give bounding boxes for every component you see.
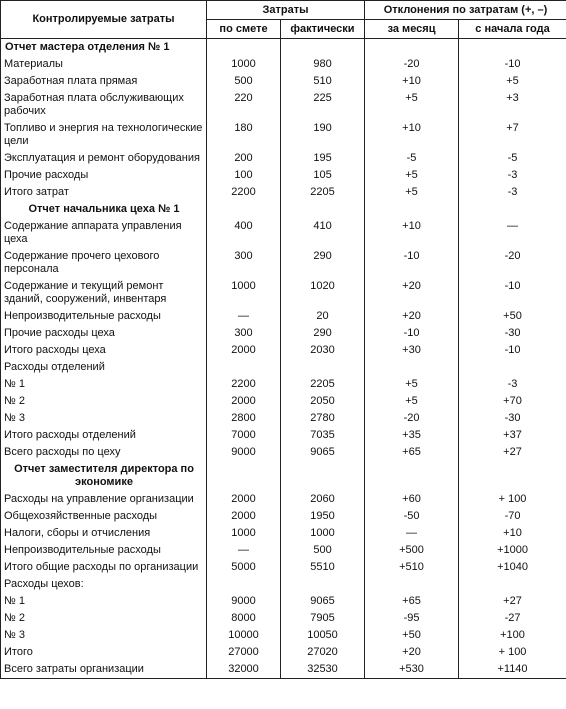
estimate-value: 300 <box>207 325 281 342</box>
month-deviation: +5 <box>365 90 459 120</box>
section-row <box>1 201 566 218</box>
actual-value: 27020 <box>281 644 365 661</box>
year-deviation: -5 <box>459 150 566 167</box>
year-deviation: +100 <box>459 627 566 644</box>
actual-value: 2050 <box>281 393 365 410</box>
month-deviation: +65 <box>365 593 459 610</box>
month-deviation: -10 <box>365 248 459 278</box>
estimate-value: 400 <box>207 218 281 248</box>
actual-value: 225 <box>281 90 365 120</box>
month-deviation: +510 <box>365 559 459 576</box>
actual-value <box>281 576 365 593</box>
estimate-value: 10000 <box>207 627 281 644</box>
estimate-value: 1000 <box>207 56 281 73</box>
actual-value: 500 <box>281 542 365 559</box>
year-deviation: -27 <box>459 610 566 627</box>
empty-cell <box>207 201 281 218</box>
header-deviations: Отклонения по затратам (+, –) <box>365 1 566 20</box>
header-by-estimate: по смете <box>207 20 281 39</box>
empty-cell <box>365 39 459 57</box>
row-label: Топливо и энергия на технологические цели <box>1 120 207 150</box>
estimate-value: 180 <box>207 120 281 150</box>
actual-value <box>281 359 365 376</box>
table-row <box>1 359 566 376</box>
year-deviation <box>459 359 566 376</box>
estimate-value <box>207 576 281 593</box>
row-label: № 3 <box>1 627 207 644</box>
month-deviation: — <box>365 525 459 542</box>
estimate-value: 2000 <box>207 491 281 508</box>
empty-cell <box>459 39 566 57</box>
month-deviation: +60 <box>365 491 459 508</box>
year-deviation: -3 <box>459 184 566 201</box>
table-row <box>1 444 566 461</box>
empty-cell <box>207 39 281 57</box>
actual-value: 1950 <box>281 508 365 525</box>
year-deviation: -30 <box>459 325 566 342</box>
table-row <box>1 376 566 393</box>
month-deviation <box>365 576 459 593</box>
actual-value: 1000 <box>281 525 365 542</box>
table-row <box>1 248 566 278</box>
estimate-value: 2000 <box>207 508 281 525</box>
header-per-month: за месяц <box>365 20 459 39</box>
actual-value: 5510 <box>281 559 365 576</box>
year-deviation: + 100 <box>459 491 566 508</box>
estimate-value: 200 <box>207 150 281 167</box>
table-row <box>1 491 566 508</box>
row-label: Общехозяйственные расходы <box>1 508 207 525</box>
year-deviation: +27 <box>459 444 566 461</box>
section-row <box>1 461 566 491</box>
actual-value: 290 <box>281 248 365 278</box>
table-row <box>1 427 566 444</box>
table-row <box>1 167 566 184</box>
table-body <box>1 39 566 679</box>
month-deviation: -95 <box>365 610 459 627</box>
estimate-value: 500 <box>207 73 281 90</box>
month-deviation: +10 <box>365 120 459 150</box>
row-label: Непроизводительные расходы <box>1 542 207 559</box>
table-row <box>1 308 566 325</box>
table-row <box>1 325 566 342</box>
row-label: Всего затраты организации <box>1 661 207 679</box>
table-row <box>1 610 566 627</box>
year-deviation <box>459 576 566 593</box>
year-deviation: -70 <box>459 508 566 525</box>
month-deviation: -20 <box>365 410 459 427</box>
row-label: Итого <box>1 644 207 661</box>
actual-value: 290 <box>281 325 365 342</box>
year-deviation: -10 <box>459 342 566 359</box>
year-deviation: +3 <box>459 90 566 120</box>
table-row <box>1 525 566 542</box>
year-deviation: +1140 <box>459 661 566 679</box>
row-label: Содержание и текущий ремонт зданий, сооружений, инвентаря <box>1 278 207 308</box>
row-label: Расходы цехов: <box>1 576 207 593</box>
year-deviation: +7 <box>459 120 566 150</box>
row-label: Итого общие расходы по организации <box>1 559 207 576</box>
actual-value: 410 <box>281 218 365 248</box>
table-header <box>1 1 566 39</box>
month-deviation: -20 <box>365 56 459 73</box>
estimate-value: — <box>207 542 281 559</box>
row-label: № 2 <box>1 393 207 410</box>
estimate-value: 2000 <box>207 342 281 359</box>
row-label: Расходы на управление организации <box>1 491 207 508</box>
section-title: Отчет мастера отделения № 1 <box>1 39 207 57</box>
header-actual: фактически <box>281 20 365 39</box>
row-label: Итого расходы цеха <box>1 342 207 359</box>
row-label: Содержание аппарата управления цеха <box>1 218 207 248</box>
empty-cell <box>281 39 365 57</box>
month-deviation: +5 <box>365 184 459 201</box>
table-row <box>1 576 566 593</box>
row-label: № 1 <box>1 593 207 610</box>
header-controlled-costs: Контролируемые затраты <box>1 1 207 39</box>
empty-cell <box>281 201 365 218</box>
actual-value: 980 <box>281 56 365 73</box>
month-deviation: +5 <box>365 167 459 184</box>
actual-value: 190 <box>281 120 365 150</box>
year-deviation: -10 <box>459 278 566 308</box>
row-label: Всего расходы по цеху <box>1 444 207 461</box>
empty-cell <box>459 461 566 491</box>
year-deviation: +50 <box>459 308 566 325</box>
estimate-value: 7000 <box>207 427 281 444</box>
actual-value: 2205 <box>281 376 365 393</box>
table-row <box>1 90 566 120</box>
table-row <box>1 120 566 150</box>
table-row <box>1 542 566 559</box>
month-deviation <box>365 359 459 376</box>
estimate-value: 220 <box>207 90 281 120</box>
year-deviation: +37 <box>459 427 566 444</box>
actual-value: 2030 <box>281 342 365 359</box>
year-deviation: +5 <box>459 73 566 90</box>
estimate-value: 27000 <box>207 644 281 661</box>
section-title: Отчет начальника цеха № 1 <box>1 201 207 218</box>
actual-value: 32530 <box>281 661 365 679</box>
year-deviation: -3 <box>459 376 566 393</box>
year-deviation: -20 <box>459 248 566 278</box>
empty-cell <box>459 201 566 218</box>
table-row <box>1 150 566 167</box>
table-row <box>1 218 566 248</box>
month-deviation: -50 <box>365 508 459 525</box>
actual-value: 10050 <box>281 627 365 644</box>
row-label: № 2 <box>1 610 207 627</box>
table-row <box>1 184 566 201</box>
table-row <box>1 627 566 644</box>
estimate-value: 9000 <box>207 593 281 610</box>
table-row <box>1 56 566 73</box>
estimate-value: 2800 <box>207 410 281 427</box>
month-deviation: +35 <box>365 427 459 444</box>
row-label: Заработная плата обслуживающих рабочих <box>1 90 207 120</box>
row-label: Эксплуатация и ремонт оборудования <box>1 150 207 167</box>
estimate-value: 2200 <box>207 184 281 201</box>
month-deviation: +20 <box>365 644 459 661</box>
table-row <box>1 73 566 90</box>
month-deviation: -10 <box>365 325 459 342</box>
table-row <box>1 393 566 410</box>
row-label: Итого затрат <box>1 184 207 201</box>
year-deviation: +70 <box>459 393 566 410</box>
year-deviation: -3 <box>459 167 566 184</box>
row-label: Содержание прочего цехового персонала <box>1 248 207 278</box>
row-label: Расходы отделений <box>1 359 207 376</box>
table-row <box>1 661 566 679</box>
row-label: Непроизводительные расходы <box>1 308 207 325</box>
table-row <box>1 559 566 576</box>
table-row <box>1 593 566 610</box>
month-deviation: +65 <box>365 444 459 461</box>
estimate-value <box>207 359 281 376</box>
estimate-value: 1000 <box>207 525 281 542</box>
actual-value: 20 <box>281 308 365 325</box>
actual-value: 2780 <box>281 410 365 427</box>
row-label: Прочие расходы <box>1 167 207 184</box>
estimate-value: 1000 <box>207 278 281 308</box>
year-deviation: +1040 <box>459 559 566 576</box>
empty-cell <box>365 201 459 218</box>
year-deviation: + 100 <box>459 644 566 661</box>
estimate-value: 5000 <box>207 559 281 576</box>
table-row <box>1 410 566 427</box>
section-title: Отчет заместителя директора по экономике <box>1 461 207 491</box>
estimate-value: 8000 <box>207 610 281 627</box>
month-deviation: +10 <box>365 218 459 248</box>
row-label: Материалы <box>1 56 207 73</box>
actual-value: 510 <box>281 73 365 90</box>
empty-cell <box>365 461 459 491</box>
month-deviation: +10 <box>365 73 459 90</box>
empty-cell <box>281 461 365 491</box>
section-row <box>1 39 566 57</box>
estimate-value: 100 <box>207 167 281 184</box>
table-row <box>1 644 566 661</box>
estimate-value: 300 <box>207 248 281 278</box>
actual-value: 7905 <box>281 610 365 627</box>
header-costs: Затраты <box>207 1 365 20</box>
month-deviation: +5 <box>365 376 459 393</box>
estimate-value: 2200 <box>207 376 281 393</box>
row-label: № 3 <box>1 410 207 427</box>
row-label: № 1 <box>1 376 207 393</box>
year-deviation: +1000 <box>459 542 566 559</box>
empty-cell <box>207 461 281 491</box>
month-deviation: +500 <box>365 542 459 559</box>
month-deviation: -5 <box>365 150 459 167</box>
actual-value: 9065 <box>281 444 365 461</box>
row-label: Налоги, сборы и отчисления <box>1 525 207 542</box>
table-row <box>1 342 566 359</box>
year-deviation: — <box>459 218 566 248</box>
estimate-value: — <box>207 308 281 325</box>
year-deviation: -30 <box>459 410 566 427</box>
year-deviation: +27 <box>459 593 566 610</box>
actual-value: 9065 <box>281 593 365 610</box>
actual-value: 195 <box>281 150 365 167</box>
row-label: Итого расходы отделений <box>1 427 207 444</box>
table-row <box>1 508 566 525</box>
month-deviation: +530 <box>365 661 459 679</box>
actual-value: 2060 <box>281 491 365 508</box>
estimate-value: 32000 <box>207 661 281 679</box>
month-deviation: +5 <box>365 393 459 410</box>
month-deviation: +20 <box>365 308 459 325</box>
estimate-value: 2000 <box>207 393 281 410</box>
year-deviation: +10 <box>459 525 566 542</box>
actual-value: 2205 <box>281 184 365 201</box>
actual-value: 105 <box>281 167 365 184</box>
year-deviation: -10 <box>459 56 566 73</box>
month-deviation: +30 <box>365 342 459 359</box>
month-deviation: +20 <box>365 278 459 308</box>
row-label: Заработная плата прямая <box>1 73 207 90</box>
actual-value: 1020 <box>281 278 365 308</box>
actual-value: 7035 <box>281 427 365 444</box>
table-row <box>1 278 566 308</box>
month-deviation: +50 <box>365 627 459 644</box>
estimate-value: 9000 <box>207 444 281 461</box>
row-label: Прочие расходы цеха <box>1 325 207 342</box>
header-since-year-start: с начала года <box>459 20 566 39</box>
